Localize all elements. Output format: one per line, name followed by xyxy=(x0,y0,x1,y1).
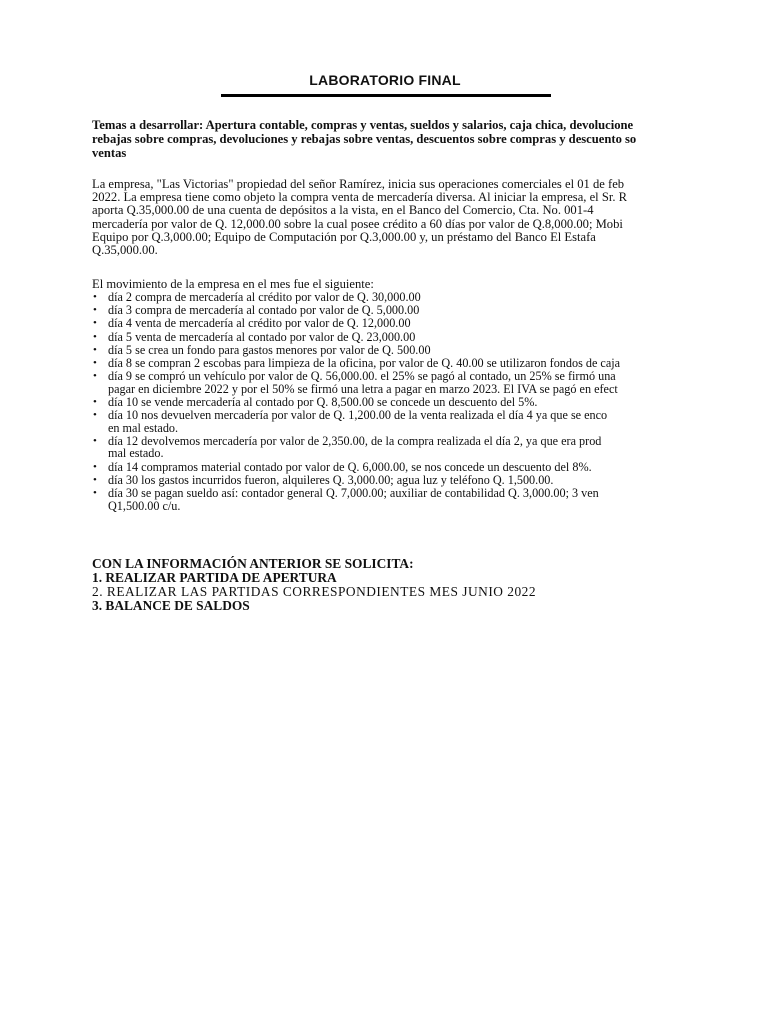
movement-item xyxy=(92,357,768,370)
bullet-icon: • xyxy=(93,434,97,447)
topics-line: ventas xyxy=(92,146,127,160)
movement-text-continued: Q1,500.00 c/u. xyxy=(108,498,181,513)
bullet-icon: • xyxy=(93,304,97,317)
bullet-icon: • xyxy=(93,291,97,303)
request-heading: CON LA INFORMACIÓN ANTERIOR SE SOLICITA: xyxy=(92,556,414,571)
movement-text: día 10 se vende mercadería al contado por Q. 8,500.00 se concede un descuento del 5%. xyxy=(108,394,538,409)
movement-item xyxy=(92,487,768,512)
topics-line: rebajas sobre compras, devoluciones y rebajas sobre ventas, descuentos sobre compras y descuento so xyxy=(92,132,637,146)
movement-item xyxy=(92,474,768,487)
movement-item xyxy=(92,409,768,434)
movement-text: día 12 devolvemos mercadería por valor de 2,350.00, de la compra realizada el día 2, ya que era prod xyxy=(108,433,602,448)
movement-item xyxy=(92,291,768,304)
movement-text: día 9 se compró un vehículo por valor de Q. 56,000.00. el 25% se pagó al contado, un 25% se firmó una xyxy=(108,369,616,384)
movement-text: día 2 compra de mercadería al crédito por valor de Q. 30,000.00 xyxy=(108,290,421,304)
bullet-icon: • xyxy=(93,370,97,383)
request-item: 3. BALANCE DE SALDOS xyxy=(92,598,250,613)
movement-text: día 30 los gastos incurridos fueron, alquileres Q. 3,000.00; agua luz y teléfono Q. 1,500.00. xyxy=(108,472,554,487)
movement-text: día 8 se compran 2 escobas para limpieza de la oficina, por valor de Q. 40.00 se utilizaron fondos de caja xyxy=(108,355,621,370)
movement-text: día 10 nos devuelven mercadería por valor de Q. 1,200.00 de la venta realizada el día 4 ya que se enco xyxy=(108,408,608,423)
movement-item xyxy=(92,304,768,317)
movement-text-continued: en mal estado. xyxy=(108,420,179,435)
movement-item xyxy=(92,461,768,474)
intro-line: aporta Q.35,000.00 de una cuenta de depósitos a la vista, en el Banco del Comercio, Cta. No. 001-4 xyxy=(92,203,594,218)
movement-item xyxy=(92,396,768,409)
intro-line: 2022. La empresa tiene como objeto la compra venta de mercadería diversa. Al iniciar la empresa, el Sr. R xyxy=(92,190,628,205)
movement-text: día 5 se crea un fondo para gastos menores por valor de Q. 500.00 xyxy=(108,342,431,357)
bullet-icon: • xyxy=(93,356,97,369)
intro-line: Q.35,000.00. xyxy=(92,243,158,258)
request-section xyxy=(92,557,768,613)
bullet-icon: • xyxy=(93,409,97,422)
movement-item xyxy=(92,370,768,395)
bullet-icon: • xyxy=(93,460,97,473)
bullet-icon: • xyxy=(93,330,97,343)
request-item: 1. REALIZAR PARTIDA DE APERTURA xyxy=(92,570,337,585)
bullet-icon: • xyxy=(93,395,97,408)
bullet-icon: • xyxy=(93,343,97,356)
movement-text-continued: pagar en diciembre 2022 y por el 50% se firmó una letra a pagar en marzo 2023. El IVA se pagó en efect xyxy=(108,381,618,396)
movements-intro: El movimiento de la empresa en el mes fue el siguiente: xyxy=(92,277,374,291)
movement-text-continued: mal estado. xyxy=(108,446,164,461)
intro-line: mercadería por valor de Q. 12,000.00 sobre la cual posee crédito a 60 días por valor de Q.8,000.00; Mobi xyxy=(92,216,623,231)
movement-text: día 30 se pagan sueldo así: contador general Q. 7,000.00; auxiliar de contabilidad Q. 3,000.00; 3 ven xyxy=(108,486,599,501)
movement-text: día 14 compramos material contado por valor de Q. 6,000.00, se nos concede un descuento del 8%. xyxy=(108,459,592,474)
movement-text: día 5 venta de mercadería al contado por valor de Q. 23,000.00 xyxy=(108,329,416,344)
movement-item xyxy=(92,435,768,460)
title-underline xyxy=(221,94,551,97)
intro-line: La empresa, "Las Victorias" propiedad del señor Ramírez, inicia sus operaciones comerciales el 01 de feb xyxy=(92,177,625,191)
movement-item xyxy=(92,344,768,357)
topics-line: Temas a desarrollar: Apertura contable, compras y ventas, sueldos y salarios, caja chica, devolucione xyxy=(92,118,634,132)
intro-paragraph xyxy=(92,178,768,257)
request-item: 2. REALIZAR LAS PARTIDAS CORRESPONDIENTES MES JUNIO 2022 xyxy=(92,584,537,599)
movement-text: día 4 venta de mercadería al crédito por valor de Q. 12,000.00 xyxy=(108,316,411,331)
bullet-icon: • xyxy=(93,487,97,500)
document-title: LABORATORIO FINAL xyxy=(309,72,461,88)
bullet-icon: • xyxy=(93,473,97,486)
bullet-icon: • xyxy=(93,317,97,330)
movements-list xyxy=(92,291,768,513)
movement-text: día 3 compra de mercadería al contado por valor de Q. 5,000.00 xyxy=(108,303,420,318)
topics-paragraph xyxy=(92,118,768,160)
movement-item xyxy=(92,331,768,344)
intro-line: Equipo por Q.3,000.00; Equipo de Computación por Q.3,000.00 y, un préstamo del Banco El Estafa xyxy=(92,229,596,244)
movement-item xyxy=(92,317,768,330)
